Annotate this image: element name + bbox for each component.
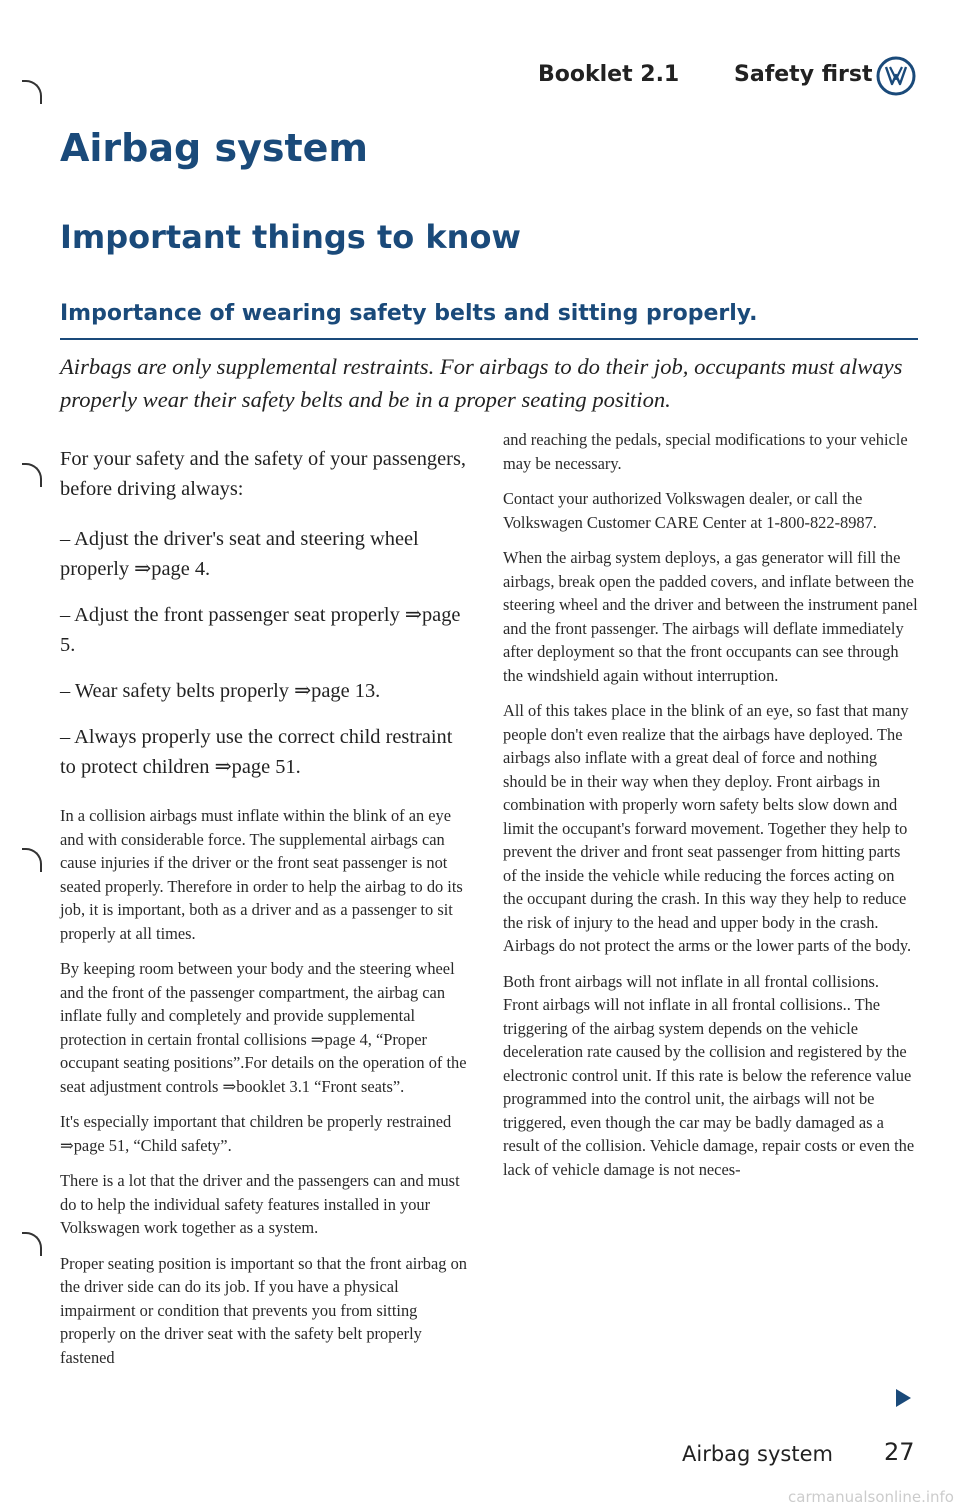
lead-paragraph: For your safety and the safety of your passengers, before driving always: bbox=[60, 448, 467, 500]
page-subtitle: Important things to know bbox=[60, 218, 521, 256]
vw-logo-icon bbox=[876, 56, 916, 96]
checklist-item: – Adjust the driver's seat and steering wheel properly ⇒page 4. bbox=[60, 528, 419, 580]
right-column bbox=[503, 428, 918, 1193]
watermark: carmanualsonline.info bbox=[788, 1488, 954, 1506]
booklet-label: Booklet 2.1 bbox=[538, 62, 680, 87]
page-header bbox=[538, 56, 916, 96]
checklist-item: – Always properly use the correct child restraint to protect children ⇒page 51. bbox=[60, 726, 453, 778]
body-paragraph: Contact your authorized Volkswagen dealer, or call the Volkswagen Customer CARE Center at 1-800-822-8987. bbox=[503, 489, 877, 532]
checklist-item: – Adjust the front passenger seat properly ⇒page 5. bbox=[60, 604, 461, 656]
page-number: 27 bbox=[884, 1438, 915, 1466]
body-paragraph: There is a lot that the driver and the passengers can and must do to help the individual safety features installed in your Volkswagen work together as a system. bbox=[60, 1171, 460, 1237]
body-paragraph: In a collision airbags must inflate within the blink of an eye and with considerable force. The supplemental airbags can cause injuries if the driver or the front seat passenger is not seated properly. Therefore in order to help the airbag to do its job, it is important, both as a driver and as a passenger to sit properly at all times. bbox=[60, 806, 463, 943]
footer-chapter-label: Airbag system bbox=[682, 1442, 833, 1466]
margin-tick-mark bbox=[22, 848, 42, 872]
margin-tick-mark bbox=[22, 80, 42, 104]
page-title: Airbag system bbox=[60, 126, 368, 170]
checklist-item: – Wear safety belts properly ⇒page 13. bbox=[60, 680, 381, 702]
body-paragraph: and reaching the pedals, special modifications to your vehicle may be necessary. bbox=[503, 430, 908, 473]
left-column bbox=[60, 444, 470, 1381]
section-label: Safety first bbox=[734, 62, 873, 87]
continue-arrow-icon bbox=[892, 1387, 914, 1409]
body-paragraph: Both front airbags will not inflate in all frontal collisions. Front airbags will not inflate in all frontal collisions.. The triggering of the airbag system depends on the vehicle deceleration rate caused by the collision and registered by the electronic control unit. If this rate is below the reference value programmed into the control unit, the airbags will not be triggered, even though the car may be badly damaged as a result of the collision. Vehicle damage, repair costs or even the lack of vehicle damage is not neces- bbox=[503, 971, 915, 1179]
body-paragraph: By keeping room between your body and the steering wheel and the front of the passenger compartment, the airbag can inflate fully and completely and provide supplemental protection in certain frontal collisions ⇒page 4, “Proper occupant seating positions”.For details on the operation of the seat adjustment controls ⇒booklet 3.1 “Front seats”. bbox=[60, 959, 467, 1096]
body-paragraph: All of this takes place in the blink of an eye, so fast that many people don't even realize that the airbags have deployed. The airbags also inflate with a great deal of force and nothing should be in their way when they deploy. Front airbags in combination with properly worn safety belts slow down and limit the occupant's forward movement. Together they help to prevent the driver and front seat passenger from hitting parts of the inside the vehicle while reducing the forces acting on the occupant during the crash. In this way they help to reduce the risk of injury to the head and upper body in the crash. Airbags do not protect the arms or the lower parts of the body. bbox=[503, 701, 912, 955]
body-paragraph: It's especially important that children be properly restrained ⇒page 51, “Child safety”. bbox=[60, 1112, 452, 1155]
margin-tick-mark bbox=[22, 463, 42, 487]
section-heading: Importance of wearing safety belts and sitting properly. bbox=[60, 301, 758, 326]
body-paragraph: Proper seating position is important so that the front airbag on the driver side can do its job. If you have a physical impairment or condition that prevents you from sitting properly on the driver seat with the safety belt properly fastened bbox=[60, 1253, 467, 1367]
intro-statement: Airbags are only supplemental restraints. For airbags to do their job, occupants must always properly wear their safety belts and be in a proper seating position. bbox=[60, 354, 903, 412]
margin-tick-mark bbox=[22, 1232, 42, 1256]
heading-rule bbox=[60, 338, 918, 340]
body-paragraph: When the airbag system deploys, a gas generator will fill the airbags, break open the padded covers, and inflate between the steering wheel and the driver and between the instrument panel and the front passenger. The airbags will deflate immediately after deployment so that the front occupants can see through the windshield again without interruption. bbox=[503, 548, 918, 685]
